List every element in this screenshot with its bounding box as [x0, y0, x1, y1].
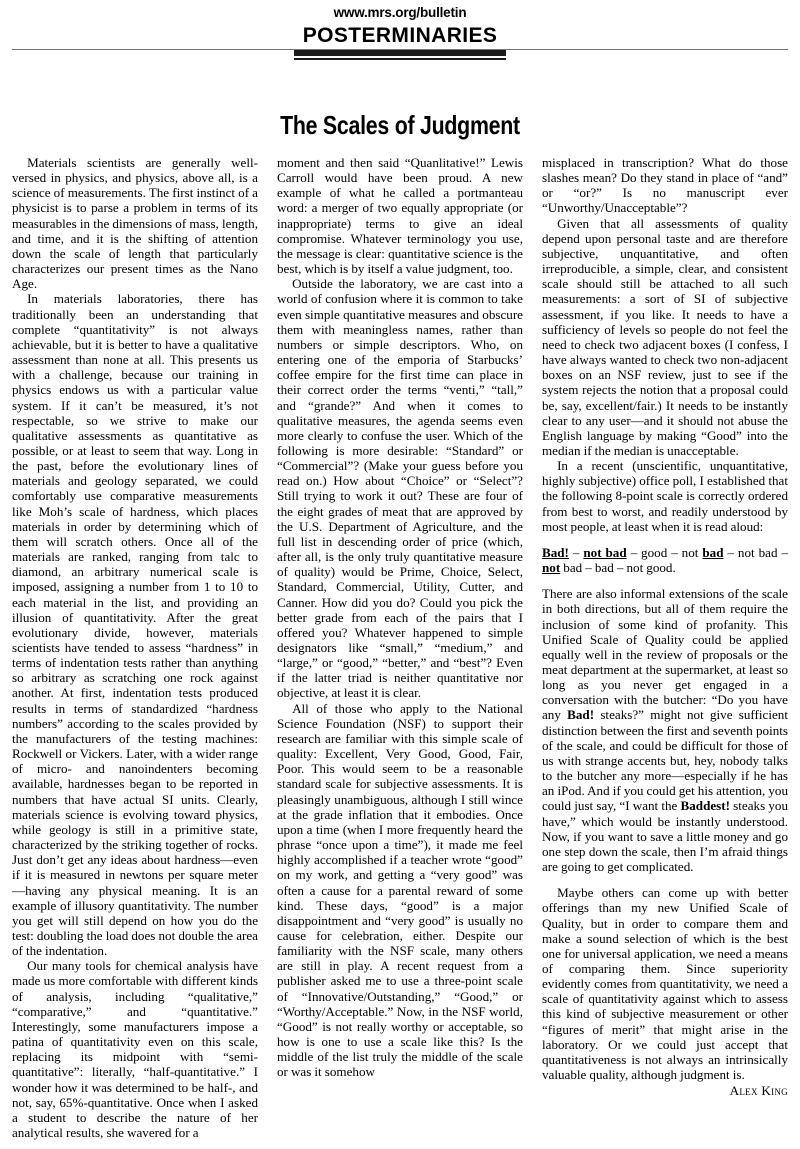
site-url: www.mrs.org/bulletin	[333, 5, 467, 20]
paragraph: Materials scientists are generally well-versed in physics, and physics, above all, is a science of measurements. The first instinct of a physicist is to parse a problem in terms of its measurables in the dimensions of mass, length, and time, and it is the shifting of attention down the scale of length that particularly characterizes our present times as the Nano Age.	[12, 155, 258, 292]
column-one	[12, 155, 258, 1140]
author-byline: Alex King	[729, 1083, 788, 1099]
paragraph: In materials laboratories, there has traditionally been an understanding that complete “quantitativity” is not always achievable, but it is better to have a qualitative assessment than none at all. This presents us with a challenge, because our training in physics endows us with a particular value system. If it can’t be measured, it’s not respectable, so we strive to make our qualitative assessments as quantitative as possible, or at least to seem that way. Long in the past, before the evolutionary lines of materials and geology separated, we could comfortably use comparative measurements like Moh’s scale of hardness, which places materials in order by determining which of them will scratch others. Once all of the materials are ranked, ranging from talc to diamond, an arbitrary numerical scale is imposed, assigning a number from 1 to 10 to each material in the list, and providing an illusion of quantitativity. After the great evolutionary divide, however, materials scientists have tended to assess “hardness” in terms of indentation tests rather than anything so arbitrary as scratching one rock against another. At first, indentation tests produced results in terms of standardized “hardness numbers” according to the scales provided by the manufacturers of the testing machines: Rockwell or Vickers. Later, with a wider range of micro- and nanoindenters becoming available, hardnesses began to be reported in numbers that have actual SI units. Clearly, materials science is evolving toward physics, while geology is still in a primitive state, characterized by the striking together of rocks. Just don’t get any ideas about hardness—even if it is measured in newtons per square meter—having any physical meaning. It is an example of illusory quantitativity. The number you get will still depend on how you do the test: doubling the load does not double the area of the indentation.	[12, 291, 258, 959]
section-bar-thin	[294, 58, 506, 60]
paragraph: misplaced in transcription? What do those slashes mean? Do they stand in place of “and” or “or?” Is no manuscript ever “Unworthy/Unacceptable”?	[542, 155, 788, 216]
emphasis-baddest: Baddest!	[680, 798, 731, 814]
scale-text: – good – not	[626, 544, 703, 560]
paragraph: Outside the laboratory, we are cast into a world of confusion where it is common to take even simple quantitative measures and obscure them with meaningless names, rather than numbers or simple descriptors. Who, on entering one of the emporia of Starbucks’ coffee empire for the first time can place in their correct order the terms “venti,” “tall,” and “grande?” And when it comes to qualitative measures, the agenda seems even more clearly to confuse the user. Which of the following is more desirable: “Standard” or “Commercial”? (Make your guess before you read on.) How about “Choice” or “Select”? Still trying to work it out? These are four of the eight grades of meat that are approved by the U.S. Department of Agriculture, and the full list in descending order of price (which, after all, is the only truly quantitative measure of quality) would be Prime, Choice, Select, Standard, Commercial, Utility, Cutter, and Canner. How did you do? Could you pick the better grade from each of the pairs that I offered you? Whatever happened to simple designators like “small,” “medium,” and “large,” or “good,” “better,” and “best”? Even if the latter triad is neither quantitative nor objective, at least it is clear.	[277, 276, 523, 701]
scale-emphasis: Bad!	[542, 544, 569, 560]
paragraph-with-inline-emphasis	[542, 586, 788, 874]
page-title: The Scales of Judgment	[280, 110, 520, 140]
emphasis-bad: Bad!	[567, 707, 595, 723]
paragraph-text-c: steaks you have,” which would be instantly understood. Now, if you want to save a little money and go one step down the scale, then I’m afraid things are going to get complicated.	[542, 798, 788, 875]
scale-emphasis: not	[542, 560, 561, 576]
paragraph: In a recent (unscientific, unquantitative, highly subjective) office poll, I established that the following 8-point scale is correctly ordered from best to worst, and readily understood by most people, at least when it is read aloud:	[542, 458, 788, 534]
scale-emphasis: bad	[702, 544, 724, 560]
paragraph: Our many tools for chemical analysis have made us more comfortable with different kinds of analysis, including “qualitative,” “comparative,” and “quantitative.” Interestingly, some manufacturers impose a patina of quantitativity even on this scale, replacing its midpoint with “semi-quantitative”: literally, “half-quantitative.” I wonder how it was determined to be half-, and not, say, 65%-quantitative. Once when I asked a student to describe the nature of her analytical results, she wavered for a	[12, 958, 258, 1140]
section-header	[12, 25, 788, 61]
paragraph-text-a: There are also informal extensions of the scale in both directions, but all of them require the inclusion of some kind of profanity. This Unified Scale of Quality could be applied equally well in the review of proposals or the meat department at the supermarket, at least so long as you never get engaged in a conversation with the butcher: “Do you have any	[542, 586, 788, 723]
paragraph: All of those who apply to the National Science Foundation (NSF) to support their research are familiar with this simple scale of quality: Excellent, Very Good, Good, Fair, Poor. This would seem to be a reasonable standard scale for subjective assessments. It is pleasingly unambiguous, although I still wince at the grade inflation that it embodies. Once upon a time (when I more frequently heard the phrase “once upon a time”), it made me feel highly accomplished if a teacher wrote “good” on my work, and getting a “very good” was often a cause for a parental reward of some kind. These days, “good” is a major disappointment and “very good” is usually no cause for celebration, either. Despite our familiarity with the NSF scale, many others are still in play. A recent request from a publisher asked me to use a three-point scale of “Innovative/Outstanding,” “Good,” or “Worthy/Acceptable.” Now, in the NSF world, “Good” is not really worthy or acceptable, so how is one to use a scale like this? Is the middle of the list truly the middle of the scale or was it somehow	[277, 700, 523, 1080]
article-columns	[12, 155, 788, 1140]
section-bar-thick	[294, 50, 506, 56]
scale-text: –	[568, 544, 584, 560]
paragraph-text-b: steaks?” might not give sufficient distinction between the first and seventh points of the scale, and could be difficult for those of us with strange accents but, hey, nobody talks to the butcher any more—especially if he has an iPod. And if you could get his attention, you could just say, “I want the	[542, 707, 788, 814]
scale-text: bad – bad – not good.	[560, 560, 676, 576]
paragraph: moment and then said “Quanlitative!” Lewis Carroll would have been proud. A new example of what he called a portmanteau word: a merger of two equally appropriate (or inappropriate) terms to give an ideal compromise. Whatever terminology you use, the message is clear: quantitative science is the best, which is by itself a value judgment, too.	[277, 155, 523, 277]
paragraph: Maybe others can come up with better offerings than my new Unified Scale of Quality, but in order to compare them and make a sound selection of which is the best one for universal application, we need a means of comparing them. Since superiority evidently comes from quantitativity, we need a scale of quantitativity against which to assess this kind of subjective measurement or other “figures of merit” that might arise in the laboratory. Or we could just accept that quantitativeness is not always an intrinsically valuable quality, although judgment is.	[542, 885, 788, 1083]
section-title: POSTERMINARIES	[299, 25, 502, 47]
column-three	[542, 155, 788, 1140]
column-two	[277, 155, 523, 1140]
scale-text: – not bad –	[723, 544, 788, 560]
paragraph: Given that all assessments of quality depend upon personal taste and are therefore subjective, unquantitative, and often irreproducible, a simple, clear, and consistent scale should still be attached to all such measurements: a sort of SI of subjective assessment, if you like. It needs to have a sufficiency of levels so people do not feel the need to check two adjacent boxes (I confess, I have always wanted to check two non-adjacent boxes on an NSF review, just to see if the system rejects the notion that a proposal could be, say, excellent/fair.) It needs to be instantly clear to any user—and it should not abuse the English language by making “Good” into the median if the median is unacceptable.	[542, 215, 788, 458]
quality-scale-line	[542, 545, 788, 575]
scale-emphasis: not bad	[583, 544, 627, 560]
masthead	[12, 0, 788, 61]
